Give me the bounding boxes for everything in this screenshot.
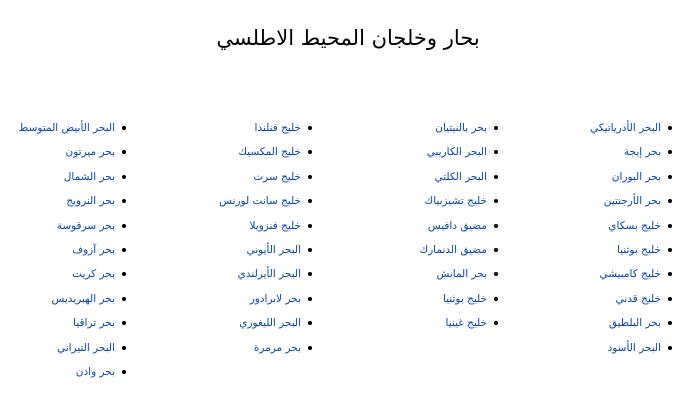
sea-link[interactable]: البحر الأبيض المتوسط bbox=[18, 122, 115, 134]
bullet-icon bbox=[308, 224, 312, 228]
list-item bbox=[590, 116, 672, 140]
bullet-icon bbox=[308, 150, 312, 154]
list-item bbox=[419, 140, 498, 164]
sea-link[interactable]: بحر سرقوسة bbox=[56, 219, 115, 232]
sea-link[interactable]: خليج فنلندا bbox=[254, 122, 301, 134]
list-item bbox=[219, 311, 312, 335]
sea-link[interactable]: خليج المكسيك bbox=[238, 146, 301, 159]
bullet-icon bbox=[668, 199, 672, 203]
bullet-icon bbox=[308, 175, 312, 179]
bullet-icon bbox=[668, 297, 672, 301]
bullet-icon bbox=[494, 199, 498, 203]
list-item bbox=[419, 287, 498, 311]
sea-link[interactable]: البحر الكاريبي bbox=[426, 146, 487, 159]
bullet-icon bbox=[668, 224, 672, 228]
list-item bbox=[219, 214, 312, 238]
bullet-icon bbox=[494, 297, 498, 301]
list-item bbox=[590, 214, 672, 238]
sea-link[interactable]: مضيق الدنمارك bbox=[419, 243, 487, 256]
list-item bbox=[590, 311, 672, 335]
list-item bbox=[590, 165, 672, 189]
sea-link[interactable]: بحر آزوف bbox=[72, 243, 115, 256]
list-item bbox=[419, 238, 498, 262]
bullet-icon bbox=[494, 126, 498, 130]
list-item bbox=[19, 214, 126, 238]
list-item bbox=[19, 116, 126, 140]
sea-link[interactable]: خليج فنزويلا bbox=[249, 219, 301, 232]
list-item bbox=[590, 238, 672, 262]
list-item bbox=[219, 116, 312, 140]
bullet-icon bbox=[668, 126, 672, 130]
sea-link[interactable]: بحر الأرجنتين bbox=[603, 195, 661, 208]
bullet-icon bbox=[668, 346, 672, 350]
sea-link[interactable]: خليج غينيا bbox=[445, 317, 487, 330]
bullet-icon bbox=[308, 321, 312, 325]
sea-link[interactable]: بحر تراقيا bbox=[73, 317, 115, 330]
bullet-icon bbox=[494, 248, 498, 252]
list-item bbox=[219, 287, 312, 311]
list-item bbox=[19, 165, 126, 189]
sea-link[interactable]: بحر وادن bbox=[75, 365, 115, 378]
bullet-icon bbox=[122, 297, 126, 301]
sea-link[interactable]: البحر الأيرلندي bbox=[237, 268, 301, 281]
bullet-icon bbox=[308, 272, 312, 276]
list-item bbox=[419, 311, 498, 335]
list-item bbox=[219, 262, 312, 286]
sea-link[interactable]: خليج بسكاي bbox=[608, 219, 661, 232]
list-item bbox=[590, 189, 672, 213]
sea-link[interactable]: خليج قدني bbox=[615, 292, 661, 305]
list-item bbox=[219, 336, 312, 360]
list-item bbox=[19, 287, 126, 311]
seas-list-column-3 bbox=[219, 116, 312, 360]
list-item bbox=[590, 336, 672, 360]
sea-link[interactable]: خليج كامبيشي bbox=[599, 268, 661, 281]
sea-link[interactable]: بحر المانش bbox=[436, 268, 487, 281]
bullet-icon bbox=[668, 175, 672, 179]
list-item bbox=[590, 287, 672, 311]
sea-link[interactable]: البحر الكلتي bbox=[434, 170, 487, 183]
sea-link[interactable]: بحر كريت bbox=[72, 268, 115, 281]
bullet-icon bbox=[308, 126, 312, 130]
seas-list-column-1 bbox=[590, 116, 672, 360]
bullet-icon bbox=[122, 224, 126, 228]
list-item bbox=[419, 116, 498, 140]
bullet-icon bbox=[122, 370, 126, 374]
list-item bbox=[590, 262, 672, 286]
bullet-icon bbox=[122, 175, 126, 179]
sea-link[interactable]: خليج بوثنيا bbox=[616, 243, 661, 256]
bullet-icon bbox=[308, 297, 312, 301]
list-item bbox=[19, 360, 126, 384]
bullet-icon bbox=[122, 199, 126, 203]
sea-link[interactable]: بحر البلطيق bbox=[608, 317, 661, 330]
list-item bbox=[19, 140, 126, 164]
list-item bbox=[19, 189, 126, 213]
bullet-icon bbox=[494, 224, 498, 228]
sea-link[interactable]: بحر الشمال bbox=[63, 170, 115, 183]
bullet-icon bbox=[668, 150, 672, 154]
list-item bbox=[219, 165, 312, 189]
page-title: بحار وخلجان المحيط الاطلسي bbox=[216, 26, 480, 50]
bullet-icon bbox=[494, 272, 498, 276]
bullet-icon bbox=[668, 272, 672, 276]
bullet-icon bbox=[494, 150, 498, 154]
sea-link[interactable]: بحر ميرتون bbox=[65, 146, 115, 159]
bullet-icon bbox=[122, 272, 126, 276]
bullet-icon bbox=[308, 199, 312, 203]
sea-link[interactable]: بحر مرمرة bbox=[253, 341, 301, 354]
bullet-icon bbox=[308, 248, 312, 252]
list-item bbox=[419, 165, 498, 189]
list-item bbox=[419, 262, 498, 286]
sea-link[interactable]: البحر الأسود bbox=[607, 341, 661, 354]
bullet-icon bbox=[668, 321, 672, 325]
seas-list-column-2 bbox=[419, 116, 498, 336]
list-item bbox=[19, 336, 126, 360]
bullet-icon bbox=[122, 126, 126, 130]
list-item bbox=[19, 238, 126, 262]
list-item bbox=[590, 140, 672, 164]
list-item bbox=[419, 189, 498, 213]
sea-link[interactable]: البحر التيراني bbox=[56, 341, 115, 354]
bullet-icon bbox=[494, 175, 498, 179]
bullet-icon bbox=[122, 248, 126, 252]
bullet-icon bbox=[494, 321, 498, 325]
sea-link[interactable]: بحر بالنيتيان bbox=[435, 122, 487, 134]
sea-link[interactable]: بحر لابرادور bbox=[249, 292, 301, 305]
sea-link[interactable]: البحر الأيوني bbox=[246, 243, 301, 256]
sea-link[interactable]: البحر الأدرياتيكي bbox=[589, 122, 661, 134]
seas-list-column-4 bbox=[19, 116, 126, 384]
list-item bbox=[19, 262, 126, 286]
sea-link[interactable]: بحر إيجة bbox=[623, 146, 661, 159]
sea-link[interactable]: خليج تشيزبياك bbox=[424, 195, 487, 208]
sea-link[interactable]: خليج سرت bbox=[253, 170, 301, 183]
sea-link[interactable]: بحر النرويج bbox=[66, 195, 115, 208]
bullet-icon bbox=[668, 248, 672, 252]
sea-link[interactable]: بحر الهبريديس bbox=[51, 292, 115, 305]
list-item bbox=[219, 238, 312, 262]
list-item bbox=[219, 140, 312, 164]
list-item bbox=[219, 189, 312, 213]
sea-link[interactable]: خليج سانت لورنس bbox=[219, 195, 301, 208]
list-item bbox=[19, 311, 126, 335]
sea-link[interactable]: خليج بوثنيا bbox=[442, 292, 487, 305]
sea-link[interactable]: البحر الليغوري bbox=[239, 317, 301, 330]
bullet-icon bbox=[122, 150, 126, 154]
list-item bbox=[419, 214, 498, 238]
bullet-icon bbox=[122, 321, 126, 325]
sea-link[interactable]: مضيق دافيس bbox=[427, 219, 487, 232]
bullet-icon bbox=[122, 346, 126, 350]
bullet-icon bbox=[308, 346, 312, 350]
sea-link[interactable]: بحر البوران bbox=[611, 170, 661, 183]
